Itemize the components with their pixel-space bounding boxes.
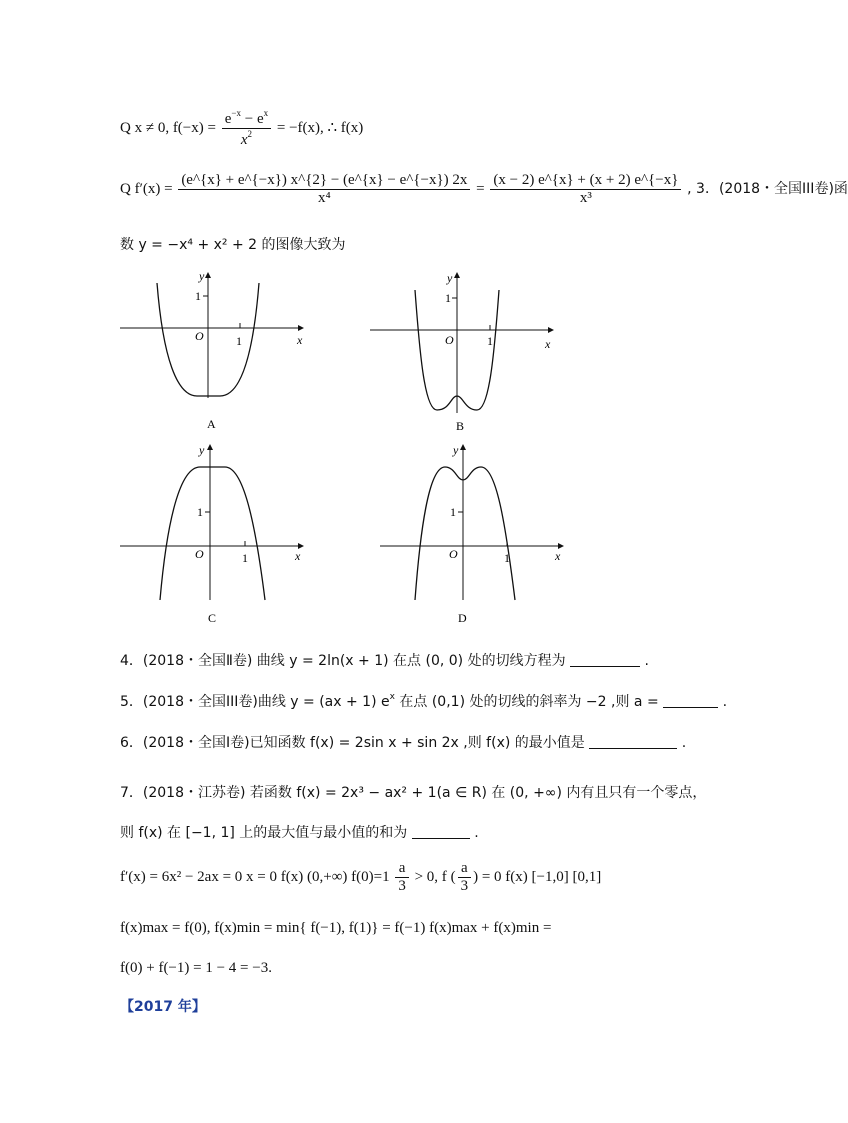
graph-b-x-label: x bbox=[545, 337, 551, 351]
line-3: 数 y = −x⁴ + x² + 2 的图像大致为 bbox=[120, 237, 346, 253]
graph-d-caption: D bbox=[458, 611, 467, 625]
l2-fraction-1: $\frac{(e\^{}\{x\} + e\^{}\{-x\}) x\^{}\{2\} - (e\^{}\{x\} - e\^{}\{-x\}) 2x}{\text{x⁴}}$ bbox=[178, 172, 470, 207]
graph-b bbox=[365, 268, 565, 433]
l1-prefix: Q x ≠ 0, f(−x) = bbox=[120, 119, 216, 136]
graph-d-one-x: 1 bbox=[504, 551, 510, 565]
answer-blank-5[interactable] bbox=[663, 693, 718, 708]
graph-b-caption: B bbox=[456, 419, 465, 433]
graph-a-origin: O bbox=[195, 329, 204, 343]
graph-c-x-label: x bbox=[295, 549, 301, 563]
question-6: 6．(2018・全国Ⅰ卷)已知函数 f(x) = 2sin x + sin 2x ,则 f(x) 的最小值是 . bbox=[120, 735, 687, 751]
graph-a-caption: A bbox=[207, 417, 216, 431]
question-4: 4．(2018・全国Ⅱ卷) 曲线 y = 2ln(x + 1) 在点 (0, 0) 处的切线方程为 . bbox=[120, 653, 649, 669]
l2-prefix: Q f′(x) = bbox=[120, 180, 173, 197]
graph-a bbox=[115, 268, 315, 433]
graph-a-x-label: x bbox=[297, 333, 303, 347]
graph-b-origin: O bbox=[445, 333, 454, 347]
answer-blank-4[interactable] bbox=[570, 652, 640, 667]
graph-c-one-y: 1 bbox=[197, 505, 203, 519]
l1-fraction: $\frac{e^{-x} - e^x}{x^2}$ bbox=[222, 108, 271, 149]
section-heading-2017: 【2017 年】 bbox=[120, 999, 206, 1015]
line-2: Q f′(x) = $\frac{(e\^{}\{x\} + e\^{}\{-x\}) x\^{}\{2\} - (e\^{}\{x\} - e\^{}\{-x\}) 2x}{\text{x⁴}}$ = $\frac{(x - 2) e\^{}\{x\} + (x + 2) e\^{}\{-x\}}{\text{x³}}$ , 3．(2018・全国III卷)函 bbox=[120, 172, 848, 206]
graph-a-one-x: 1 bbox=[236, 334, 242, 348]
l2-fraction-2: $\frac{(x - 2) e\^{}\{x\} + (x + 2) e\^{}\{-x\}}{\text{x³}}$ bbox=[490, 172, 681, 207]
line-1 bbox=[120, 108, 363, 149]
graph-d-origin: O bbox=[449, 547, 458, 561]
graph-b-y-label: y bbox=[447, 271, 453, 285]
graph-b-one-x: 1 bbox=[487, 334, 493, 348]
answer-blank-7[interactable] bbox=[412, 824, 470, 839]
question-7-line-1: 7．(2018・江苏卷) 若函数 f(x) = 2x³ − ax² + 1(a ∈ R) 在 (0, +∞) 内有且只有一个零点， bbox=[120, 785, 707, 801]
graph-d-one-y: 1 bbox=[450, 505, 456, 519]
graph-d-y-label: y bbox=[453, 443, 459, 457]
l2-suffix: , 3．(2018・全国III卷)函 bbox=[687, 180, 848, 197]
question-5: 5．(2018・全国III卷)曲线 y = (ax + 1) $e^x$ 在点 (0,1) 处的切线的斜率为 −2 ,则 a = . bbox=[120, 692, 728, 710]
graph-c-y-label: y bbox=[199, 443, 205, 457]
graph-c bbox=[115, 440, 315, 625]
graph-d bbox=[375, 440, 575, 625]
graph-a-one-y: 1 bbox=[195, 289, 201, 303]
l1-suffix: = −f(x), ∴ f(x) bbox=[276, 119, 364, 136]
graph-b-one-y: 1 bbox=[445, 291, 451, 305]
graph-c-origin: O bbox=[195, 547, 204, 561]
solution-line-1: f′(x) = 6x² − 2ax = 0 x = 0 f(x) (0,+∞) f(0)=1 $\frac{a}{3}$ > 0, f ( $\frac{a}{3}$ ) = 0 f(x) [−1,0] [0,1] bbox=[120, 860, 602, 894]
graph-c-one-x: 1 bbox=[242, 551, 248, 565]
question-7-line-2: 则 f(x) 在 [−1, 1] 上的最大值与最小值的和为 . bbox=[120, 825, 479, 841]
answer-blank-6[interactable] bbox=[589, 734, 677, 749]
graph-c-caption: C bbox=[208, 611, 217, 625]
graph-a-y-label: y bbox=[199, 269, 205, 283]
solution-line-2: f(x)max = f(0), f(x)min = min{ f(−1), f(1)} = f(−1) f(x)max + f(x)min = bbox=[120, 920, 552, 936]
solution-line-3: f(0) + f(−1) = 1 − 4 = −3. bbox=[120, 960, 272, 976]
graph-d-x-label: x bbox=[555, 549, 561, 563]
